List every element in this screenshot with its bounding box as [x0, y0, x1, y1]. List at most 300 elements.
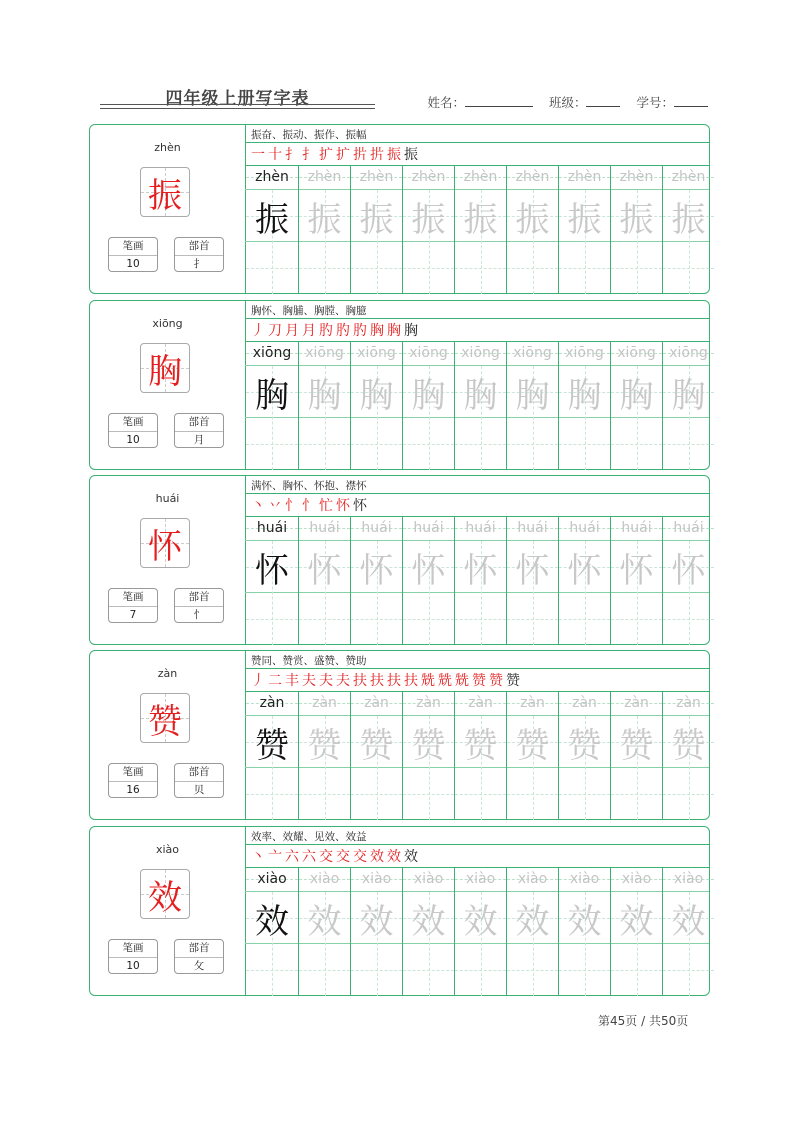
stroke-step: 一 — [251, 147, 265, 163]
radical-label: 部首 — [175, 764, 223, 782]
stroke-step: 扶 — [387, 673, 401, 689]
radical-box — [174, 763, 224, 798]
row-divider — [245, 493, 709, 494]
writing-cell[interactable] — [350, 868, 402, 996]
word-examples: 振奋、振动、振作、振幅 — [251, 129, 367, 141]
character-model: 胸 — [255, 375, 289, 416]
guide-line — [611, 619, 662, 620]
stroke-step: 交 — [336, 849, 350, 865]
title-underline — [100, 104, 375, 105]
practice-panel — [245, 301, 709, 469]
stroke-step: 十 — [268, 147, 282, 163]
writing-cell[interactable] — [246, 692, 298, 820]
writing-cell[interactable] — [558, 517, 610, 645]
stroke-step: 扶 — [404, 673, 418, 689]
character-trace: 效 — [671, 901, 706, 942]
guide-line — [351, 970, 402, 971]
stroke-count-box — [108, 939, 158, 974]
guide-line — [246, 970, 298, 971]
character-trace: 效 — [359, 901, 394, 942]
guide-line — [559, 444, 610, 445]
guide-line — [455, 619, 506, 620]
class-label: 班级： — [548, 95, 587, 110]
title-underline-2 — [100, 108, 375, 109]
student-info — [427, 93, 708, 111]
stroke-step: 月 — [285, 323, 299, 339]
stroke-count-label: 笔画 — [109, 940, 157, 958]
pinyin-trace: zàn — [520, 695, 545, 711]
character-trace: 效 — [463, 901, 498, 942]
card-info-panel — [90, 301, 246, 469]
stroke-step: 夫 — [336, 673, 350, 689]
stroke-order — [251, 320, 418, 340]
character-trace: 振 — [359, 199, 394, 240]
writing-cell[interactable] — [402, 692, 454, 820]
character-trace: 胸 — [359, 375, 394, 416]
pinyin-trace: xiōng — [357, 345, 396, 361]
character-trace: 胸 — [463, 375, 498, 416]
character-trace: 效 — [411, 901, 446, 942]
radical-value: 忄 — [193, 609, 205, 621]
stroke-step: 赞 — [472, 673, 486, 689]
radical-box — [174, 588, 224, 623]
character-trace: 效 — [619, 901, 654, 942]
model-character-box — [140, 869, 190, 919]
pinyin-label: xiào — [155, 843, 180, 856]
model-character: 振 — [148, 175, 182, 216]
stroke-count-label: 笔画 — [109, 764, 157, 782]
pinyin-label: xiōng — [152, 317, 183, 330]
pinyin-trace: xiào — [361, 871, 392, 887]
writing-cell[interactable] — [350, 166, 402, 294]
writing-cell[interactable] — [454, 166, 506, 294]
stroke-step: 胸 — [387, 323, 401, 339]
writing-cell[interactable] — [662, 517, 714, 645]
pinyin-trace: zàn — [572, 695, 597, 711]
stroke-step: 赞 — [489, 673, 503, 689]
stroke-step: 怀 — [353, 498, 367, 514]
character-trace: 怀 — [671, 550, 706, 591]
model-character: 怀 — [148, 526, 182, 567]
guide-line — [559, 268, 610, 269]
stroke-count-value: 16 — [126, 784, 140, 796]
character-trace: 赞 — [671, 725, 706, 766]
class-field[interactable] — [549, 93, 621, 111]
character-trace: 振 — [619, 199, 654, 240]
writing-cell[interactable] — [454, 692, 506, 820]
model-character-box — [140, 343, 190, 393]
stroke-step: 扶 — [370, 673, 384, 689]
writing-cell[interactable] — [610, 517, 662, 645]
guide-line — [507, 794, 558, 795]
radical-value: 攵 — [193, 960, 205, 972]
document-title: 四年级上册写字表 — [165, 89, 310, 109]
writing-cell[interactable] — [662, 342, 714, 470]
pinyin-trace: zhèn — [671, 169, 706, 185]
pinyin-trace: zàn — [468, 695, 493, 711]
word-examples: 满怀、胸怀、怀抱、襟怀 — [251, 480, 367, 492]
character-trace: 胸 — [671, 375, 706, 416]
pinyin-label: huái — [155, 492, 180, 505]
stroke-step: 振 — [404, 147, 418, 163]
stroke-step: 效 — [370, 849, 384, 865]
pinyin-trace: zhèn — [307, 169, 342, 185]
stroke-step: 扩 — [319, 147, 333, 163]
character-trace: 振 — [307, 199, 342, 240]
writing-cell[interactable] — [662, 166, 714, 294]
pinyin-trace: huái — [361, 520, 392, 536]
guide-line — [403, 970, 454, 971]
character-trace: 赞 — [567, 725, 602, 766]
guide-line — [611, 444, 662, 445]
pinyin-trace: huái — [517, 520, 548, 536]
practice-panel — [245, 476, 709, 644]
guide-line — [507, 970, 558, 971]
guide-line — [246, 268, 298, 269]
card-info-panel — [90, 125, 246, 293]
guide-line — [663, 619, 714, 620]
pinyin-trace: zhèn — [567, 169, 602, 185]
practice-panel — [245, 827, 709, 995]
writing-cell[interactable] — [246, 868, 298, 996]
word-examples: 胸怀、胸脯、胸膛、胸臆 — [251, 305, 367, 317]
stroke-step: 忙 — [319, 498, 333, 514]
writing-cell[interactable] — [662, 868, 714, 996]
card-info-panel — [90, 476, 246, 644]
character-trace: 怀 — [307, 550, 342, 591]
stroke-count-box — [108, 237, 158, 272]
pinyin-model: zhèn — [255, 169, 289, 185]
pinyin-trace: xiōng — [565, 345, 604, 361]
guide-line — [403, 444, 454, 445]
writing-cell[interactable] — [298, 517, 350, 645]
stroke-count-value: 10 — [126, 960, 140, 972]
character-model: 效 — [255, 901, 289, 942]
stroke-step: 效 — [404, 849, 418, 865]
guide-line — [351, 444, 402, 445]
writing-cell[interactable] — [246, 517, 298, 645]
character-trace: 赞 — [411, 725, 446, 766]
guide-line — [611, 268, 662, 269]
pinyin-trace: zàn — [416, 695, 441, 711]
pinyin-trace: zàn — [364, 695, 389, 711]
writing-cell[interactable] — [454, 868, 506, 996]
pinyin-trace: xiào — [465, 871, 496, 887]
model-character: 胸 — [148, 351, 182, 392]
stroke-step: 亠 — [268, 849, 282, 865]
stroke-step: 丰 — [285, 673, 299, 689]
radical-value: 月 — [193, 434, 205, 446]
writing-cell[interactable] — [610, 692, 662, 820]
stroke-step: 胸 — [404, 323, 418, 339]
stroke-step: 肑 — [336, 323, 350, 339]
stroke-step: 扩 — [336, 147, 350, 163]
character-trace: 振 — [671, 199, 706, 240]
pinyin-trace: huái — [673, 520, 704, 536]
radical-box — [174, 939, 224, 974]
guide-line — [403, 268, 454, 269]
writing-cell[interactable] — [454, 342, 506, 470]
pinyin-model: huái — [256, 520, 288, 536]
pinyin-trace: zhèn — [359, 169, 394, 185]
stroke-step: 丿 — [251, 323, 265, 339]
writing-cell[interactable] — [402, 166, 454, 294]
guide-line — [663, 444, 714, 445]
radical-value: 扌 — [193, 258, 205, 270]
writing-cell[interactable] — [558, 692, 610, 820]
writing-cell[interactable] — [610, 166, 662, 294]
card-info-panel — [90, 827, 246, 995]
guide-line — [246, 444, 298, 445]
writing-cell[interactable] — [350, 342, 402, 470]
stroke-count-value: 10 — [126, 258, 140, 270]
guide-line — [455, 268, 506, 269]
page-number: 第45页 / 共50页 — [598, 1014, 689, 1028]
stroke-step: 丶 — [251, 498, 265, 514]
character-trace: 胸 — [515, 375, 550, 416]
guide-line — [455, 794, 506, 795]
character-card — [89, 650, 710, 820]
guide-line — [299, 794, 350, 795]
writing-cell[interactable] — [506, 166, 558, 294]
stroke-step: 扸 — [370, 147, 384, 163]
pinyin-trace: xiōng — [305, 345, 344, 361]
character-card — [89, 124, 710, 294]
character-trace: 怀 — [567, 550, 602, 591]
pinyin-model: xiōng — [252, 345, 292, 361]
pinyin-trace: xiōng — [513, 345, 552, 361]
pinyin-trace: zàn — [676, 695, 701, 711]
character-trace: 振 — [463, 199, 498, 240]
pinyin-trace: zhèn — [411, 169, 446, 185]
stroke-step: 兟 — [421, 673, 435, 689]
pinyin-label: zàn — [157, 667, 178, 680]
character-model: 赞 — [255, 725, 289, 766]
character-trace: 赞 — [515, 725, 550, 766]
guide-line — [559, 619, 610, 620]
character-trace: 怀 — [359, 550, 394, 591]
character-trace: 赞 — [307, 725, 342, 766]
guide-line — [246, 794, 298, 795]
stroke-order — [251, 846, 418, 866]
name-blank[interactable] — [465, 94, 533, 107]
pinyin-trace: huái — [569, 520, 600, 536]
pinyin-trace: huái — [465, 520, 496, 536]
character-trace: 赞 — [619, 725, 654, 766]
guide-line — [507, 268, 558, 269]
guide-line — [663, 794, 714, 795]
pinyin-trace: xiào — [621, 871, 652, 887]
model-character-box — [140, 518, 190, 568]
pinyin-trace: zhèn — [515, 169, 550, 185]
stroke-step: 兟 — [438, 673, 452, 689]
stroke-step: 交 — [319, 849, 333, 865]
writing-cell[interactable] — [506, 342, 558, 470]
pinyin-trace: xiào — [413, 871, 444, 887]
writing-cell[interactable] — [610, 868, 662, 996]
character-model: 怀 — [255, 550, 289, 591]
name-field[interactable] — [427, 93, 533, 111]
writing-cell[interactable] — [402, 868, 454, 996]
guide-line — [611, 970, 662, 971]
row-divider — [245, 668, 709, 669]
stroke-step: 六 — [285, 849, 299, 865]
character-trace: 效 — [515, 901, 550, 942]
writing-cell[interactable] — [246, 166, 298, 294]
writing-cell[interactable] — [558, 166, 610, 294]
writing-cell[interactable] — [298, 868, 350, 996]
writing-cell[interactable] — [298, 692, 350, 820]
writing-cell[interactable] — [454, 517, 506, 645]
pinyin-label: zhèn — [154, 141, 181, 154]
guide-line — [351, 619, 402, 620]
stroke-step: 二 — [268, 673, 282, 689]
stroke-step: 丷 — [268, 498, 282, 514]
pinyin-trace: xiōng — [669, 345, 708, 361]
stroke-step: 兟 — [455, 673, 469, 689]
guide-line — [507, 619, 558, 620]
radical-label: 部首 — [175, 589, 223, 607]
stroke-count-value: 10 — [126, 434, 140, 446]
pinyin-trace: xiōng — [409, 345, 448, 361]
name-label: 姓名： — [427, 95, 465, 110]
pinyin-trace: xiào — [569, 871, 600, 887]
pinyin-trace: xiào — [673, 871, 704, 887]
guide-line — [663, 970, 714, 971]
stroke-count-box — [108, 588, 158, 623]
stroke-count-value: 7 — [129, 609, 137, 621]
character-trace: 赞 — [359, 725, 394, 766]
class-blank[interactable] — [586, 94, 620, 107]
practice-panel — [245, 651, 709, 819]
guide-line — [299, 970, 350, 971]
guide-line — [455, 444, 506, 445]
stroke-step: 赞 — [506, 673, 520, 689]
radical-box — [174, 237, 224, 272]
pinyin-trace: zhèn — [619, 169, 654, 185]
character-trace: 怀 — [411, 550, 446, 591]
id-blank[interactable] — [674, 94, 708, 107]
stroke-step: 振 — [387, 147, 401, 163]
pinyin-trace: xiào — [517, 871, 548, 887]
pinyin-trace: zhèn — [463, 169, 498, 185]
radical-label: 部首 — [175, 238, 223, 256]
stroke-step: 丿 — [251, 673, 265, 689]
radical-value: 贝 — [193, 784, 205, 796]
id-label: 学号： — [636, 95, 674, 110]
writing-cell[interactable] — [662, 692, 714, 820]
radical-label: 部首 — [175, 940, 223, 958]
stroke-step: 扶 — [353, 673, 367, 689]
stroke-step: 扸 — [353, 147, 367, 163]
stroke-step: 交 — [353, 849, 367, 865]
model-character-box — [140, 693, 190, 743]
character-trace: 胸 — [411, 375, 446, 416]
character-trace: 怀 — [463, 550, 498, 591]
character-model: 振 — [255, 199, 289, 240]
stroke-order — [251, 495, 367, 515]
character-trace: 振 — [567, 199, 602, 240]
character-card — [89, 475, 710, 645]
guide-line — [299, 444, 350, 445]
character-card — [89, 300, 710, 470]
writing-cell[interactable] — [298, 166, 350, 294]
writing-cell[interactable] — [610, 342, 662, 470]
stroke-step: 怀 — [336, 498, 350, 514]
pinyin-trace: huái — [621, 520, 652, 536]
model-character-box — [140, 167, 190, 217]
row-divider — [245, 142, 709, 143]
stroke-step: 夫 — [302, 673, 316, 689]
pinyin-trace: xiōng — [617, 345, 656, 361]
stroke-step: 刀 — [268, 323, 282, 339]
stroke-step: 夫 — [319, 673, 333, 689]
stroke-count-box — [108, 413, 158, 448]
stroke-order — [251, 144, 418, 164]
writing-cell[interactable] — [350, 692, 402, 820]
pinyin-trace: xiōng — [461, 345, 500, 361]
stroke-count-label: 笔画 — [109, 414, 157, 432]
character-card — [89, 826, 710, 996]
model-character: 赞 — [148, 701, 182, 742]
stroke-step: 扌 — [285, 147, 299, 163]
guide-line — [351, 794, 402, 795]
writing-cell[interactable] — [402, 342, 454, 470]
stroke-step: 六 — [302, 849, 316, 865]
stroke-count-label: 笔画 — [109, 589, 157, 607]
pinyin-trace: zàn — [312, 695, 337, 711]
guide-line — [299, 268, 350, 269]
pinyin-trace: zàn — [624, 695, 649, 711]
guide-line — [455, 970, 506, 971]
id-field[interactable] — [636, 93, 708, 111]
pinyin-model: zàn — [259, 695, 285, 711]
stroke-step: 月 — [302, 323, 316, 339]
radical-label: 部首 — [175, 414, 223, 432]
guide-line — [246, 619, 298, 620]
character-trace: 振 — [515, 199, 550, 240]
pinyin-trace: xiào — [309, 871, 340, 887]
writing-cell[interactable] — [506, 868, 558, 996]
pinyin-trace: huái — [309, 520, 340, 536]
stroke-step: 忄 — [285, 498, 299, 514]
writing-cell[interactable] — [350, 517, 402, 645]
writing-cell[interactable] — [506, 692, 558, 820]
word-examples: 效率、效耀、见效、效益 — [251, 831, 367, 843]
stroke-step: 效 — [387, 849, 401, 865]
character-trace: 效 — [307, 901, 342, 942]
guide-line — [559, 794, 610, 795]
writing-cell[interactable] — [246, 342, 298, 470]
model-character: 效 — [148, 877, 182, 918]
writing-cell[interactable] — [558, 342, 610, 470]
character-trace: 赞 — [463, 725, 498, 766]
writing-cell[interactable] — [402, 517, 454, 645]
stroke-step: 胸 — [370, 323, 384, 339]
radical-box — [174, 413, 224, 448]
guide-line — [559, 970, 610, 971]
stroke-count-box — [108, 763, 158, 798]
character-trace: 效 — [567, 901, 602, 942]
character-trace: 怀 — [515, 550, 550, 591]
writing-cell[interactable] — [506, 517, 558, 645]
guide-line — [299, 619, 350, 620]
stroke-count-label: 笔画 — [109, 238, 157, 256]
character-trace: 振 — [411, 199, 446, 240]
writing-cell[interactable] — [298, 342, 350, 470]
guide-line — [507, 444, 558, 445]
writing-cell[interactable] — [558, 868, 610, 996]
